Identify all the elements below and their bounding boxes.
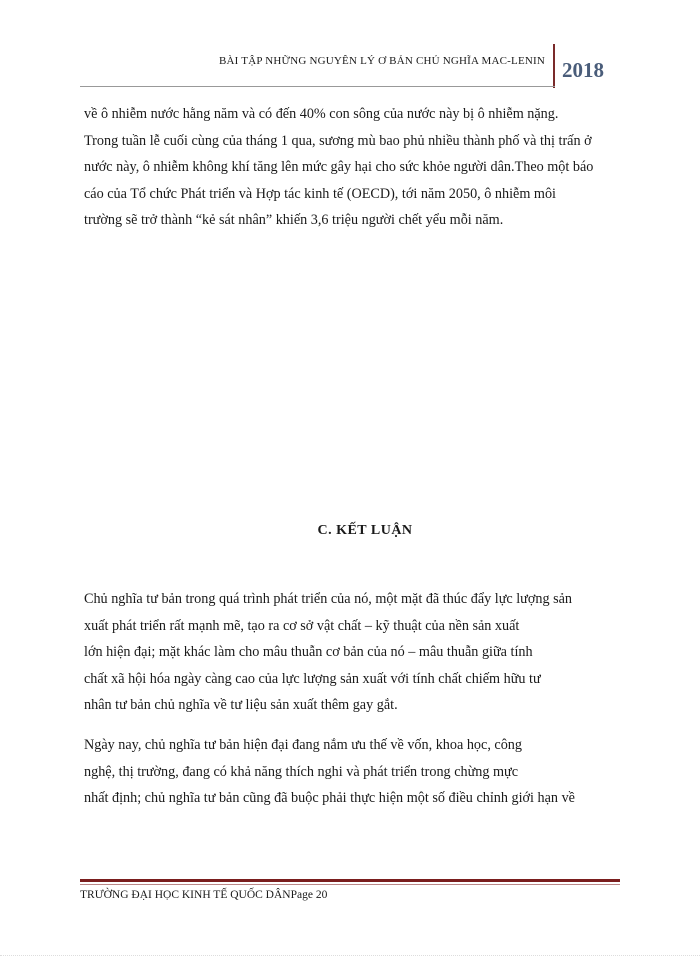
header-year: 2018 [562,58,604,82]
text-line: nước này, ô nhiễm không khí tăng lên mức gây hại cho sức khỏe người dân.Theo một báo [84,159,594,175]
footer-rule [80,879,620,882]
header-rule [80,86,555,87]
paragraph-conclusion-2 [84,732,624,812]
text-line: xuất phát triển rất mạnh mẽ, tạo ra cơ sở vật chất – kỹ thuật của nền sản xuất [84,617,520,634]
paragraph-pollution [84,101,624,234]
text-line: Chủ nghĩa tư bản trong quá trình phát triển của nó, một mặt đã thúc đẩy lực lượng sản [84,591,573,607]
page-footer: TRƯỜNG ĐẠI HỌC KINH TẾ QUỐC DÂNPage 20 [80,889,328,901]
text-line: chất xã hội hóa ngày càng cao của lực lượng sản xuất với tính chất chiếm hữu tư [84,670,541,687]
text-line: nhân tư bản chủ nghĩa về tư liệu sản xuất thêm gay gắt. [84,697,398,713]
header-divider [553,44,555,88]
text-line: Ngày nay, chủ nghĩa tư bản hiện đại đang nắm ưu thế về vốn, khoa học, công [84,737,522,753]
text-line: trường sẽ trở thành “kẻ sát nhân” khiến 3,6 triệu người chết yểu mỗi năm. [84,212,504,228]
page-edge [0,955,700,957]
text-line: nhất định; chủ nghĩa tư bản cũng đã buộc phải thực hiện một số điều chỉnh giới hạn về [84,790,575,806]
footer-rule-thin [80,884,620,885]
paragraph-conclusion-1 [84,586,624,719]
header-title: BÀI TẬP NHỮNG NGUYÊN LÝ Ơ BẢN CHỦ NGHĨA MAC-LENIN [219,55,546,67]
section-heading: C. KẾT LUẬN [317,523,413,538]
text-line: lớn hiện đại; mặt khác làm cho mâu thuẫn cơ bản của nó – mâu thuẫn giữa tính [84,644,533,660]
text-line: nghệ, thị trường, đang có khả năng thích nghi và phát triển trong chừng mực [84,763,519,780]
text-line: Trong tuần lễ cuối cùng của tháng 1 qua, sương mù bao phủ nhiều thành phố và thị trấn ở [84,132,592,149]
text-line: cáo của Tổ chức Phát triển và Hợp tác kinh tế (OECD), tới năm 2050, ô nhiễm môi [84,185,556,202]
text-line: về ô nhiễm nước hằng năm và có đến 40% con sông của nước này bị ô nhiễm nặng. [84,106,559,122]
